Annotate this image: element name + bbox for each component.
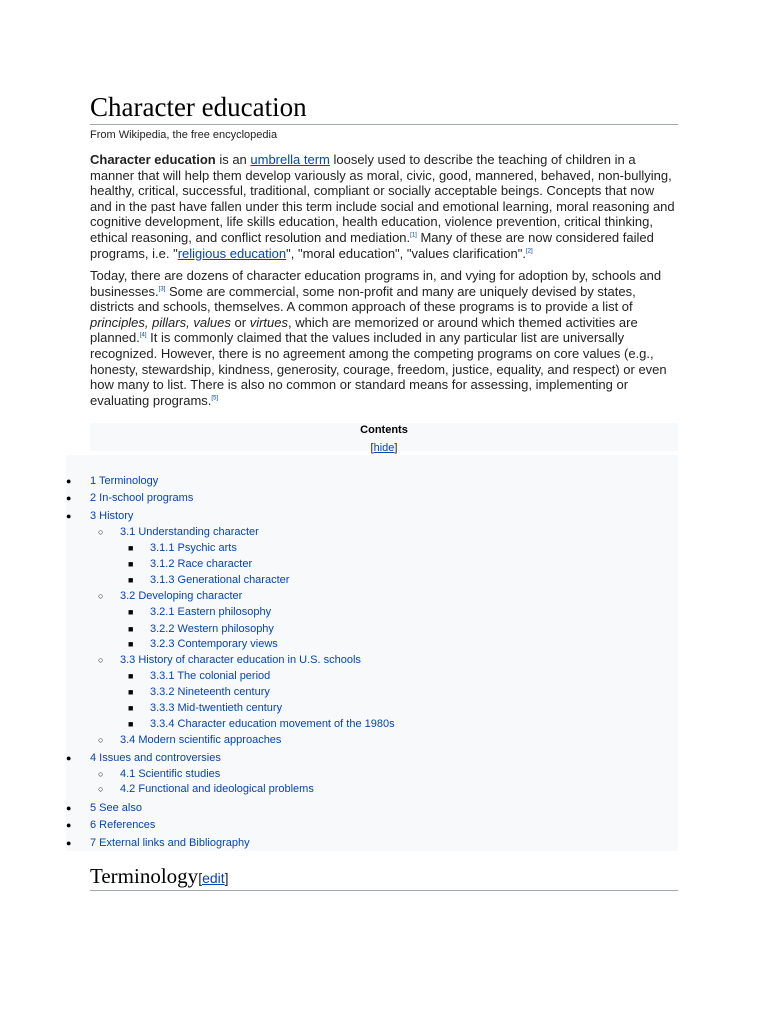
- toc-square-bullet-icon: ■: [128, 543, 134, 553]
- toc-item-contemporary-views[interactable]: 3.2.3 Contemporary views: [150, 638, 278, 650]
- citation-link[interactable]: [5]: [211, 395, 219, 402]
- toc-square-bullet-icon: ■: [128, 624, 134, 634]
- text-run: or: [230, 314, 250, 330]
- page-title: Character education: [90, 90, 678, 125]
- toc-square-bullet-icon: ■: [128, 639, 134, 649]
- intro-paragraph-2: [90, 268, 678, 408]
- toc-title: Contents: [360, 424, 408, 436]
- bold-term: Character education: [90, 152, 216, 167]
- text-run: Today, there are dozens of character education programs in, and vying for adoption by, schools and businesses.: [90, 268, 662, 299]
- toc-item-modern-scientific-approaches[interactable]: 3.4 Modern scientific approaches: [120, 734, 282, 746]
- toc-square-bullet-icon: ■: [128, 559, 134, 569]
- citation-link[interactable]: [2]: [525, 248, 533, 255]
- toc-item-mid-twentieth-century[interactable]: 3.3.3 Mid-twentieth century: [150, 702, 283, 714]
- toc-item-scientific-studies[interactable]: 4.1 Scientific studies: [120, 768, 221, 780]
- citation-link[interactable]: [4]: [139, 333, 147, 340]
- toc-bullet-icon: ●: [66, 493, 72, 503]
- toc-item-terminology[interactable]: 1 Terminology: [90, 475, 159, 487]
- toc-bullet-icon: ●: [66, 803, 72, 813]
- toc-square-bullet-icon: ■: [128, 687, 134, 697]
- text-run: loosely used to describe the teaching of children in a manner that will help them develop variously as moral, civic, good, mannered, behaved, non-bullying, healthy, critical, successful, traditional, compliant or socially acceptable beings. Concepts that now and in the past have fallen under this term include social and emotional learning, moral reasoning and cognitive development, life skills education, health education, violence prevention, critical thinking, ethical reasoning, and conflict resolution and mediation.: [90, 152, 675, 245]
- toc-list: [66, 455, 678, 851]
- toc-square-bullet-icon: ■: [128, 671, 134, 681]
- italic-run: principles, pillars, values: [90, 314, 231, 330]
- toc-circle-bullet-icon: ○: [98, 769, 104, 779]
- toc-circle-bullet-icon: ○: [98, 784, 104, 794]
- bracket: ]: [394, 442, 398, 454]
- toc-circle-bullet-icon: ○: [98, 655, 104, 665]
- toc-item-functional-ideological-problems[interactable]: 4.2 Functional and ideological problems: [120, 783, 314, 795]
- toc-item-nineteenth-century[interactable]: 3.3.2 Nineteenth century: [150, 686, 270, 698]
- toc-circle-bullet-icon: ○: [98, 527, 104, 537]
- toc-item-issues-controversies[interactable]: 4 Issues and controversies: [90, 752, 221, 764]
- toc-square-bullet-icon: ■: [128, 575, 134, 585]
- toc-bullet-icon: ●: [66, 820, 72, 830]
- toc-circle-bullet-icon: ○: [98, 735, 104, 745]
- section-edit-control: [198, 870, 228, 886]
- toc-item-in-school-programs[interactable]: 2 In-school programs: [90, 492, 194, 504]
- intro-paragraph-1: [90, 152, 678, 261]
- bracket: [: [370, 442, 374, 454]
- citation-link[interactable]: [1]: [410, 232, 417, 239]
- page-tagline: From Wikipedia, the free encyclopedia: [90, 129, 278, 141]
- toc-bullet-icon: ●: [66, 476, 72, 486]
- toc-item-1980s-movement[interactable]: 3.3.4 Character education movement of the 1980s: [150, 718, 395, 730]
- toc-bullet-icon: ●: [66, 753, 72, 763]
- text-run: is an: [215, 152, 251, 167]
- toc-item-psychic-arts[interactable]: 3.1.1 Psychic arts: [150, 542, 237, 554]
- toc-item-see-also[interactable]: 5 See also: [90, 802, 142, 814]
- text-run: Some are commercial, some non-profit and many are uniquely devised by states, districts and schools, themselves. A common approach of these programs is to provide a list of: [90, 283, 636, 315]
- toc-square-bullet-icon: ■: [128, 703, 134, 713]
- toc-item-external-links[interactable]: 7 External links and Bibliography: [90, 837, 250, 849]
- text-run: It is commonly claimed that the values included in any particular list are universally recognized. However, there is no agreement among the competing programs on core values (e.g., honesty, stewardship, kindness, generosity, courage, freedom, justice, equality, and respect) or even how many to list. There is also no common or standard means for assessing, implementing or evaluating programs.: [90, 330, 667, 408]
- toc-item-eastern-philosophy[interactable]: 3.2.1 Eastern philosophy: [150, 606, 272, 618]
- toc-hide-control: [90, 442, 678, 454]
- religious-education-link[interactable]: religious education: [177, 245, 287, 261]
- toc-circle-bullet-icon: ○: [98, 591, 104, 601]
- bracket: [: [198, 870, 203, 886]
- toc-item-colonial-period[interactable]: 3.3.1 The colonial period: [150, 670, 271, 682]
- umbrella-term-link[interactable]: umbrella term: [250, 152, 330, 167]
- toc-square-bullet-icon: ■: [128, 607, 134, 617]
- toc-bullet-icon: ●: [66, 838, 72, 848]
- bracket: ]: [224, 870, 229, 886]
- toc-square-bullet-icon: ■: [128, 719, 134, 729]
- text-run: , which are memorized or around which themed activities are planned.: [90, 314, 638, 346]
- toc-item-us-schools-history[interactable]: 3.3 History of character education in U.S. schools: [120, 654, 361, 666]
- toc-bullet-icon: ●: [66, 511, 72, 521]
- citation-link[interactable]: [3]: [158, 286, 166, 293]
- toc-item-race-character[interactable]: 3.1.2 Race character: [150, 558, 253, 570]
- toc-item-history[interactable]: 3 History: [90, 510, 134, 522]
- italic-run: virtues: [249, 314, 288, 330]
- section-heading-text: Terminology: [90, 864, 199, 888]
- toc-hide-link[interactable]: hide: [373, 442, 395, 454]
- text-run: ", "moral education", "values clarification".: [286, 245, 526, 261]
- toc-item-generational-character[interactable]: 3.1.3 Generational character: [150, 574, 290, 586]
- section-heading-terminology: [90, 862, 678, 891]
- toc-item-understanding-character[interactable]: 3.1 Understanding character: [120, 526, 259, 538]
- toc-item-references[interactable]: 6 References: [90, 819, 156, 831]
- text-run: Many of these are now considered failed programs, i.e. ": [90, 229, 654, 261]
- toc-item-developing-character[interactable]: 3.2 Developing character: [120, 590, 243, 602]
- section-edit-link[interactable]: edit: [202, 870, 225, 886]
- toc-item-western-philosophy[interactable]: 3.2.2 Western philosophy: [150, 623, 274, 635]
- toc-header-box: [90, 423, 678, 454]
